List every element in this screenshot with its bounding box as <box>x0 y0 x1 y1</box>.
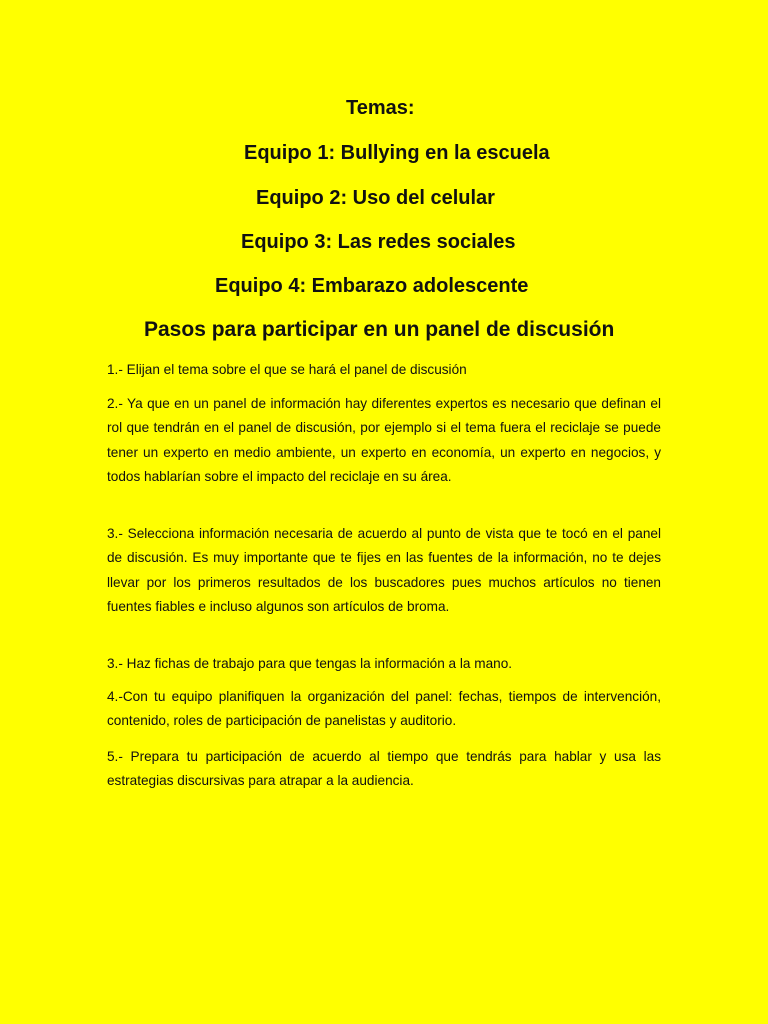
equipo-3-heading: Equipo 3: Las redes sociales <box>241 231 516 253</box>
step-4-paragraph: 4.-Con tu equipo planifiquen la organización del panel: fechas, tiempos de intervención, contenido, roles de participación de panelistas y auditorio. <box>107 689 661 729</box>
step-3-paragraph: 3.- Selecciona información necesaria de acuerdo al punto de vista que te tocó en el panel de discusión. Es muy importante que te fijes en las fuentes de la información, no te dejes llevar por los primeros resultados de los buscadores pues muchos artículos no tienen fuentes fiables e incluso algunos son artículos de broma. <box>107 526 661 614</box>
equipo-2-heading: Equipo 2: Uso del celular <box>256 187 495 209</box>
step-1-paragraph: 1.- Elijan el tema sobre el que se hará el panel de discusión <box>107 362 467 377</box>
equipo-4-heading: Equipo 4: Embarazo adolescente <box>215 275 529 297</box>
step-2-paragraph: 2.- Ya que en un panel de información hay diferentes expertos es necesario que definan el rol que tendrán en el panel de discusión, por ejemplo si el tema fuera el reciclaje se puede tener un experto en medio ambiente, un experto en economía, un experto en negocios, y todos hablarían sobre el impacto del reciclaje en su área. <box>107 396 661 484</box>
step-5-paragraph: 5.- Prepara tu participación de acuerdo al tiempo que tendrás para hablar y usa las estrategias discursivas para atrapar a la audiencia. <box>107 749 661 789</box>
equipo-1-heading: Equipo 1: Bullying en la escuela <box>244 142 550 164</box>
step-3b-paragraph: 3.- Haz fichas de trabajo para que tengas la información a la mano. <box>107 656 513 671</box>
pasos-heading: Pasos para participar en un panel de discusión <box>144 318 615 341</box>
temas-heading: Temas: <box>346 97 415 119</box>
